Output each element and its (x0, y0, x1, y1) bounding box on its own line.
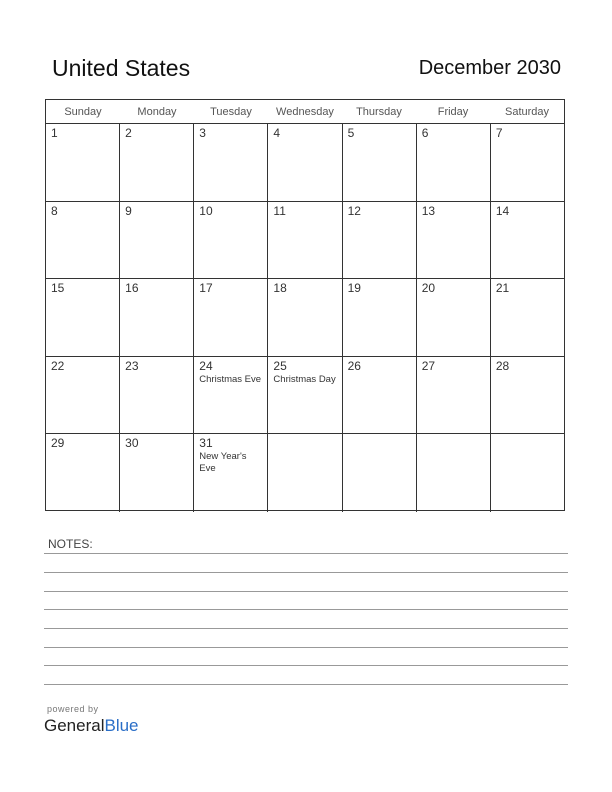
day-cell (268, 202, 342, 279)
weekday-saturday: Saturday (504, 106, 550, 118)
month-title: December 2030 (418, 57, 561, 79)
day-number: 6 (421, 126, 429, 140)
notes-label: NOTES: (48, 537, 93, 551)
day-cell (417, 357, 491, 434)
day-number: 27 (421, 358, 436, 373)
day-cell (417, 202, 491, 279)
week-row (46, 357, 564, 435)
day-number: 31 (199, 436, 213, 451)
weeks-container (46, 124, 564, 512)
day-number: 15 (51, 281, 65, 296)
day-cell (343, 279, 417, 356)
day-cell (120, 357, 194, 434)
day-number: 28 (495, 358, 510, 373)
holiday-label: New Year's Eve (199, 451, 247, 475)
day-number: 24 (199, 358, 213, 373)
day-number: 16 (125, 281, 139, 296)
day-cell (120, 202, 194, 279)
holiday-label: Christmas Eve (199, 373, 262, 385)
day-cell (194, 124, 268, 201)
day-cell (46, 124, 120, 201)
day-number: 30 (125, 436, 139, 451)
day-cell (46, 202, 120, 279)
day-number: 2 (125, 126, 132, 140)
notes-line (44, 647, 568, 648)
day-number: 11 (273, 203, 286, 218)
day-cell (491, 124, 564, 201)
day-cell (417, 279, 491, 356)
day-cell (194, 357, 268, 434)
notes-line (44, 684, 568, 685)
weekday-monday: Monday (137, 106, 177, 118)
day-cell (417, 434, 491, 512)
notes-line (44, 553, 568, 554)
day-number: 25 (273, 358, 287, 373)
day-number: 26 (347, 358, 361, 373)
weekday-thursday: Thursday (356, 106, 402, 118)
notes-line (44, 628, 568, 629)
day-cell (491, 279, 564, 356)
day-cell (120, 279, 194, 356)
brand-logo (44, 716, 139, 736)
day-cell (120, 434, 194, 512)
weekday-sunday: Sunday (64, 106, 102, 118)
week-row (46, 279, 564, 357)
day-cell (491, 434, 564, 512)
day-cell (343, 124, 417, 201)
day-number: 12 (347, 203, 361, 218)
day-number: 17 (199, 281, 213, 296)
day-number: 20 (421, 281, 436, 296)
day-number: 13 (421, 203, 436, 218)
day-cell (46, 279, 120, 356)
day-cell (194, 279, 268, 356)
day-cell (343, 357, 417, 434)
day-cell (343, 434, 417, 512)
notes-line (44, 665, 568, 666)
day-number: 7 (495, 126, 503, 140)
day-number: 19 (347, 281, 361, 296)
day-number: 18 (273, 281, 287, 296)
day-number: 22 (51, 358, 65, 373)
holiday-label: Christmas Day (273, 373, 336, 385)
calendar-grid (45, 99, 565, 511)
day-number: 1 (51, 126, 58, 140)
day-cell (120, 124, 194, 201)
weekday-header (46, 100, 564, 124)
day-cell (46, 434, 120, 512)
day-cell (417, 124, 491, 201)
notes-line (44, 591, 568, 592)
country-title: United States (52, 55, 191, 81)
day-cell (343, 202, 417, 279)
notes-line (44, 572, 568, 573)
weekday-tuesday: Tuesday (210, 106, 252, 118)
day-cell (491, 357, 564, 434)
day-cell (194, 202, 268, 279)
day-number: 21 (495, 281, 510, 296)
brand-blue: Blue (104, 716, 139, 735)
day-cell (268, 279, 342, 356)
day-number: 8 (51, 203, 58, 218)
day-number: 3 (199, 126, 206, 140)
day-number: 29 (51, 436, 65, 451)
day-cell (268, 124, 342, 201)
powered-by-text: powered by (47, 704, 99, 714)
weekday-wednesday: Wednesday (276, 106, 334, 118)
week-row (46, 202, 564, 280)
day-number: 23 (125, 358, 139, 373)
brand-general: General (44, 716, 105, 735)
weekday-friday: Friday (437, 106, 469, 118)
day-number: 14 (495, 203, 510, 218)
day-number: 10 (199, 203, 213, 218)
notes-line (44, 609, 568, 610)
day-cell (46, 357, 120, 434)
week-row (46, 124, 564, 202)
day-number: 9 (125, 203, 132, 218)
day-number: 4 (273, 126, 281, 140)
day-cell (491, 202, 564, 279)
day-cell (268, 357, 342, 434)
day-cell (194, 434, 268, 512)
day-cell (268, 434, 342, 512)
week-row (46, 434, 564, 512)
day-number: 5 (347, 126, 355, 140)
